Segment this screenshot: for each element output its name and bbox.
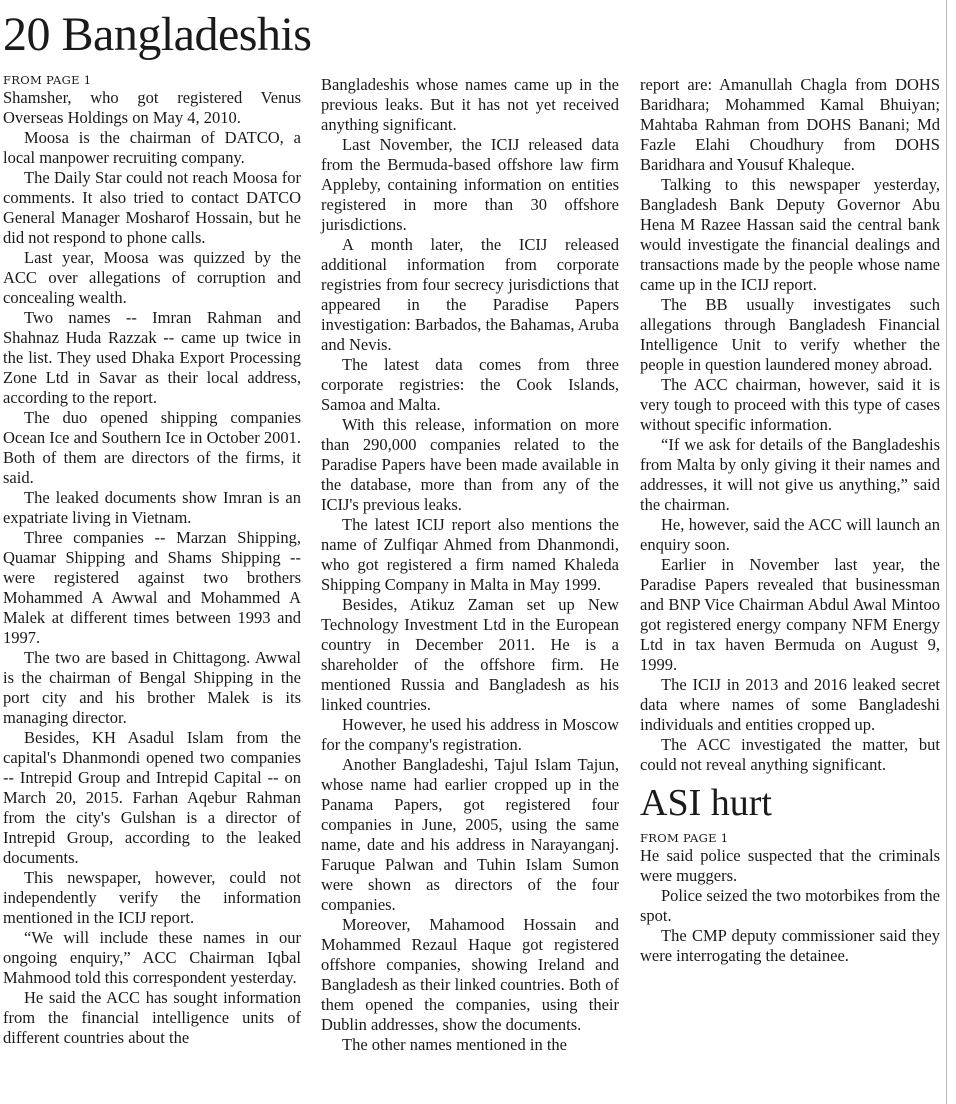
paragraph: The other names mentioned in the [342,1035,567,1054]
paragraph: Moreover, Mahamood Hossain and Mohammed Rezaul Haque got registered offshore companies, showing Ireland and Bangladesh as their linked countries. Both of them opened the companies, using their Dublin addresses, show the documents. [321,915,619,1034]
paragraph: The two are based in Chittagong. Awwal is the chairman of Bengal Shipping in the port city and his brother Malek is its managing director. [3,648,301,727]
paragraph: However, he used his address in Moscow for the company's registration. [321,715,619,754]
paragraph: Talking to this newspaper yesterday, Bangladesh Bank Deputy Governor Abu Hena M Razee Hassan said the central bank would investigate the financial dealings and transactions made by the people whose name came up in the ICIJ report. [640,175,940,294]
paragraph: Another Bangladeshi, Tajul Islam Tajun, whose name had earlier cropped up in the Panama Papers, got registered four companies in June, 2005, using the same name, date and his address in Narayanganj. Faruque Palwan and Tuhin Islam Sumon were shown as directors of the four companies. [321,755,619,914]
paragraph: The CMP deputy commissioner said they were interrogating the detainee. [640,926,940,965]
paragraph: The ACC chairman, however, said it is very tough to proceed with this type of cases without specific information. [640,375,940,434]
paragraph: The BB usually investigates such allegations through Bangladesh Financial Intelligence Unit to verify whether the people in question laundered money abroad. [640,295,940,374]
paragraph: Last November, the ICIJ released data from the Bermuda-based offshore law firm Appleby, containing information on entities registered in more than 30 offshore jurisdictions. [321,135,619,234]
paragraph: The ICIJ in 2013 and 2016 leaked secret data where names of some Bangladeshi individuals and entities cropped up. [640,675,940,734]
paragraph: The latest ICIJ report also mentions the name of Zulfiqar Ahmed from Dhanmondi, who got registered a firm named Khaleda Shipping Company in Malta in May 1999. [321,515,619,594]
paragraph: He said the ACC has sought information from the financial intelligence units of different countries about the [3,988,301,1047]
paragraph: Bangladeshis whose names came up in the previous leaks. But it has not yet received anything significant. [321,75,619,134]
paragraph: “We will include these names in our ongoing enquiry,” ACC Chairman Iqbal Mahmood told this correspondent yesterday. [3,928,301,987]
article-column-3 [640,75,940,966]
paragraph: The leaked documents show Imran is an expatriate living in Vietnam. [3,488,301,527]
paragraph: The Daily Star could not reach Moosa for comments. It also tried to contact DATCO General Manager Mosharof Hossain, but he did not respond to phone calls. [3,168,301,247]
paragraph: The ACC investigated the matter, but could not reveal anything significant. [640,735,940,774]
jump-line: FROM PAGE 1 [3,73,92,87]
paragraph: Two names -- Imran Rahman and Shahnaz Huda Razzak -- came up twice in the list. They used Dhaka Export Processing Zone Ltd in Savar as their local address, according to the report. [3,308,301,407]
second-story-headline: ASI hurt [640,782,772,824]
paragraph: “If we ask for details of the Bangladeshis from Malta by only giving it their names and addresses, it will not give us anything,” said the chairman. [640,435,940,514]
paragraph: He, however, said the ACC will launch an enquiry soon. [640,515,940,554]
paragraph: A month later, the ICIJ released additional information from corporate registries from four secrecy jurisdictions that appeared in the Paradise Papers investigation: Barbados, the Bahamas, Aruba and Nevis. [321,235,619,354]
jump-line: FROM PAGE 1 [640,831,729,845]
story-headline: 20 Bangladeshis [3,8,312,61]
paragraph: Earlier in November last year, the Paradise Papers revealed that businessman and BNP Vice Chairman Abdul Awal Mintoo got registered energy company NFM Energy Ltd in tax haven Bermuda on August 9, 1999. [640,555,940,674]
paragraph: Moosa is the chairman of DATCO, a local manpower recruiting company. [3,128,301,167]
paragraph: He said police suspected that the criminals were muggers. [640,846,940,885]
paragraph: With this release, information on more than 290,000 companies related to the Paradise Papers have been made available in the database, more than from any of the ICIJ's previous leaks. [321,415,619,514]
paragraph: report are: Amanullah Chagla from DOHS Baridhara; Mohammed Kamal Bhuiyan; Mahtaba Rahman from DOHS Banani; Md Fazle Elahi Choudhury from DOHS Baridhara and Yousuf Khaleque. [640,75,940,174]
paragraph: This newspaper, however, could not independently verify the information mentioned in the ICIJ report. [3,868,301,927]
paragraph: The duo opened shipping companies Ocean Ice and Southern Ice in October 2001. Both of them are directors of the firms, it said. [3,408,301,487]
paragraph: Besides, Atikuz Zaman set up New Technology Investment Ltd in the European country in December 2011. He is a shareholder of the offshore firm. He mentioned Russia and Bangladesh as his linked countries. [321,595,619,714]
paragraph: Shamsher, who got registered Venus Overseas Holdings on May 4, 2010. [3,88,301,127]
paragraph: Besides, KH Asadul Islam from the capital's Dhanmondi opened two companies -- Intrepid Group and Intrepid Capital -- on March 20, 2015. Farhan Aqebur Rahman from the city's Gulshan is a director of Intrepid Group, according to the leaked documents. [3,728,301,867]
paragraph: The latest data comes from three corporate registries: the Cook Islands, Samoa and Malta. [321,355,619,414]
paragraph: Police seized the two motorbikes from the spot. [640,886,940,925]
article-column-1 [3,73,301,1048]
paragraph: Three companies -- Marzan Shipping, Quamar Shipping and Shams Shipping -- were registered against two brothers Mohammed A Awwal and Mohammed A Malek at different times between 1993 and 1997. [3,528,301,647]
page-edge-rule [946,0,947,1104]
article-column-2 [321,75,619,1055]
paragraph: Last year, Moosa was quizzed by the ACC over allegations of corruption and concealing wealth. [3,248,301,307]
